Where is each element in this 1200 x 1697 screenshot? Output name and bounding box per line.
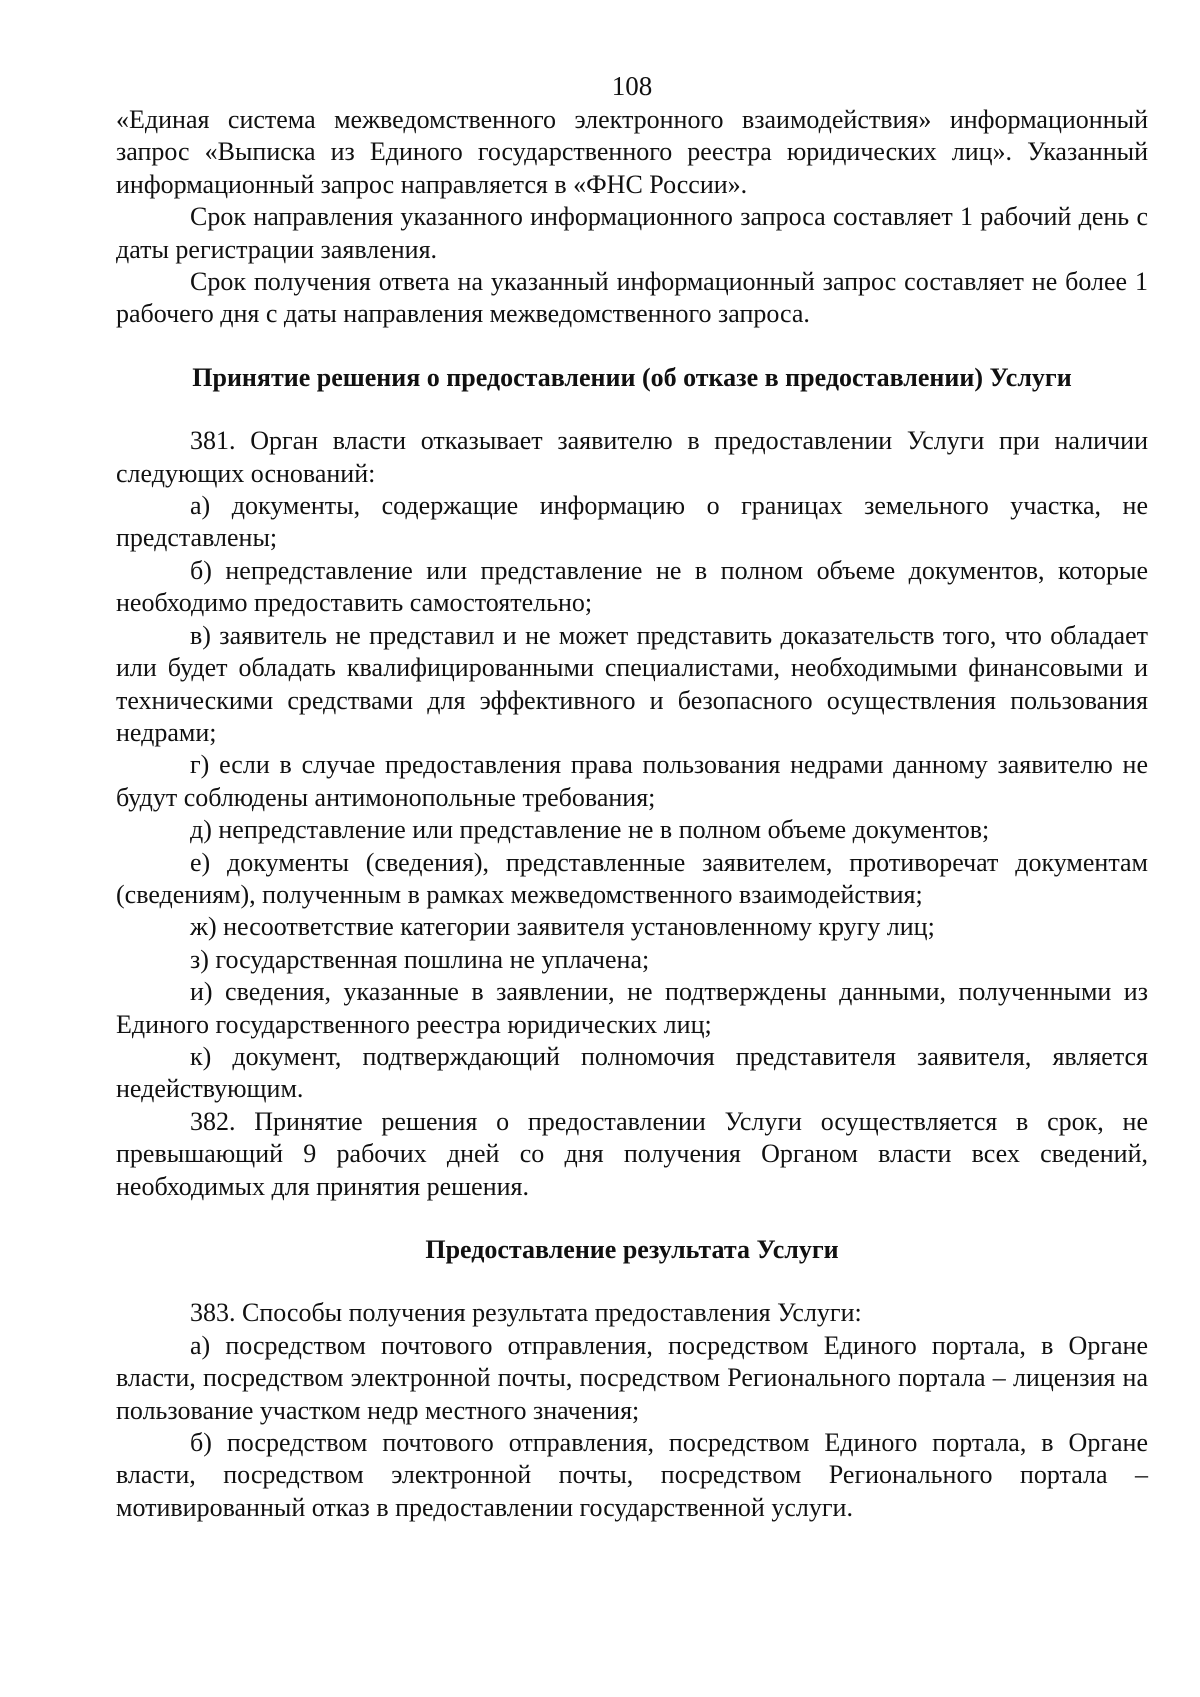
section-heading-result: Предоставление результата Услуги xyxy=(425,1235,839,1264)
list-item: б) посредством почтового отправления, посредством Единого портала, в Органе власти, посредством электронной почты, посредством Регионального портала – мотивированный отказ в предоставлении государственной услуги. xyxy=(116,1428,1148,1522)
section-heading-decision: Принятие решения о предоставлении (об отказе в предоставлении) Услуги xyxy=(192,362,1072,392)
clause-381: 381. Орган власти отказывает заявителю в предоставлении Услуги при наличии следующих оснований: xyxy=(116,426,1148,488)
spacer xyxy=(116,1203,1148,1234)
list-item: к) документ, подтверждающий полномочия представителя заявителя, является недействующим. xyxy=(116,1041,1148,1104)
intro-paragraph-3: Срок получения ответа на указанный информационный запрос составляет не более 1 рабочего дня с даты направления межведомственного запроса. xyxy=(116,267,1148,329)
intro-paragraph-2: Срок направления указанного информационного запроса составляет 1 рабочий день с даты регистрации заявления. xyxy=(116,202,1148,264)
spacer xyxy=(116,1266,1148,1297)
list-item: а) посредством почтового отправления, посредством Единого портала, в Органе власти, посредством электронной почты, посредством Регионального портала – лицензия на пользование участком недр местного значения; xyxy=(116,1330,1148,1425)
spacer xyxy=(116,394,1148,425)
list-item: з) государственная пошлина не уплачена; xyxy=(190,944,650,974)
clause-383: 383. Способы получения результата предоставления Услуги: xyxy=(190,1298,862,1328)
list-item: б) непредставление или представление не в полном объеме документов, которые необходимо предоставить самостоятельно; xyxy=(116,555,1148,618)
intro-paragraph-1: «Единая система межведомственного электронного взаимодействия» информационный запрос «Выписка из Единого государственного реестра юридических лиц». Указанный информационный запрос направляется в «ФНС России». xyxy=(116,105,1148,199)
document-page xyxy=(116,68,1148,1524)
list-item: д) непредставление или представление не в полном объеме документов; xyxy=(190,815,990,845)
list-item: г) если в случае предоставления права пользования недрами данному заявителю не будут соблюдены антимонопольные требования; xyxy=(116,750,1148,812)
list-item: е) документы (сведения), представленные заявителем, противоречат документам (сведениям), полученным в рамках межведомственного взаимодействия; xyxy=(116,847,1148,909)
list-item: и) сведения, указанные в заявлении, не подтверждены данными, полученными из Единого государственного реестра юридических лиц; xyxy=(116,977,1148,1039)
list-item: ж) несоответствие категории заявителя установленному кругу лиц; xyxy=(190,912,935,942)
list-item: в) заявитель не представил и не может представить доказательств того, что обладает или будет обладать квалифицированными специалистами, необходимыми финансовыми и техническими средствами для эффективного и безопасного осуществления пользования недрами; xyxy=(116,620,1148,747)
spacer xyxy=(116,331,1148,362)
list-item: а) документы, содержащие информацию о границах земельного участка, не представлены; xyxy=(116,491,1148,553)
page-number: 108 xyxy=(611,71,653,101)
clause-382: 382. Принятие решения о предоставлении Услуги осуществляется в срок, не превышающий 9 рабочих дней со дня получения Органом власти всех сведений, необходимых для принятия решения. xyxy=(116,1106,1148,1201)
